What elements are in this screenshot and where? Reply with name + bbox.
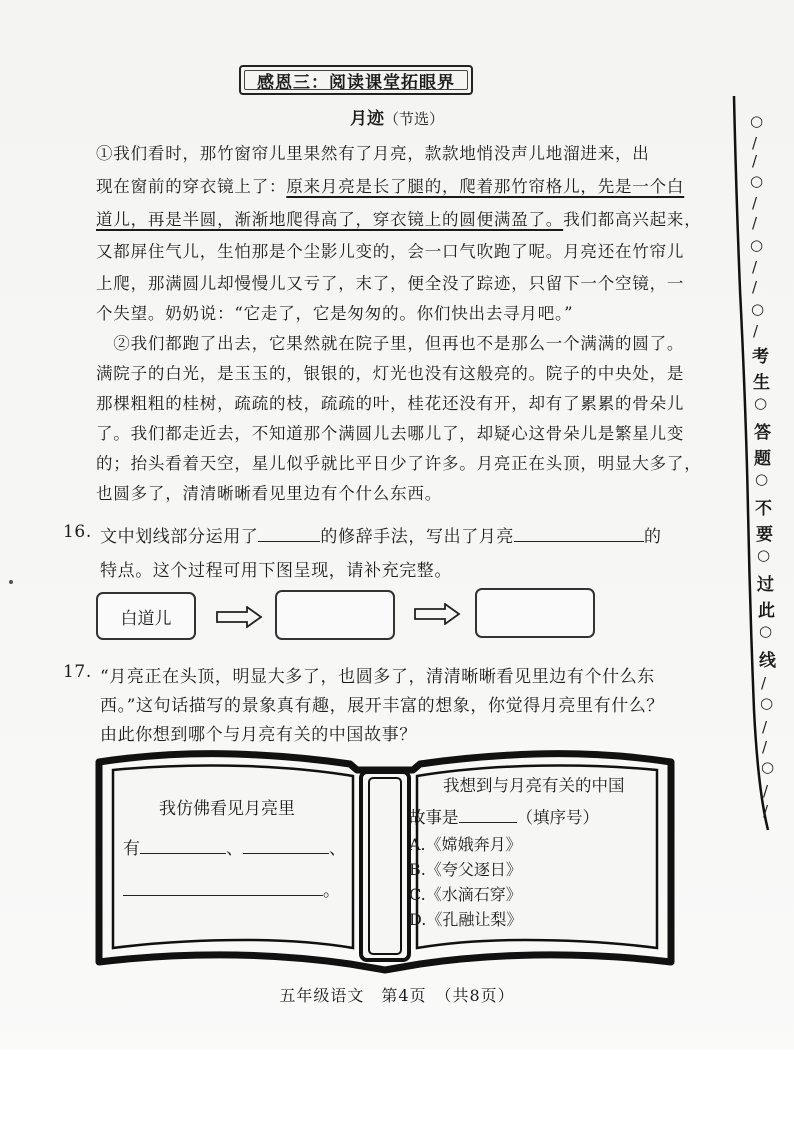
slash-icon: / — [762, 718, 768, 736]
right-page-line1: 我想到与月亮有关的中国 — [443, 776, 625, 795]
q17-number: 17. — [63, 662, 92, 682]
binding-char: 此 — [758, 601, 775, 621]
section-title — [239, 65, 473, 95]
passage-line: 也圆多了，清清晰晰看见里边有个什么东西。 — [96, 484, 442, 503]
option-b: B.《夸父逐日》 — [409, 860, 522, 879]
binding-margin — [728, 90, 794, 850]
option-a: A.《嫦娥奔月》 — [409, 835, 522, 854]
passage-title-text: 月迹 — [349, 109, 384, 129]
flow-box-1-text: 白道儿 — [120, 608, 172, 629]
q17-line3: 由此你想到哪个与月亮有关的中国故事？ — [100, 725, 417, 745]
slash-icon: / — [763, 802, 769, 820]
scan-speck — [9, 580, 13, 584]
passage-line: 了。我们都走近去，不知道那个满圆儿去哪儿了，却疑心这骨朵儿是繁星儿变 — [96, 424, 685, 443]
q16-line2: 特点。这个过程可用下图呈现，请补充完整。 — [100, 561, 452, 581]
passage-line: 现在窗前的穿衣镜上了：原来月亮是长了腿的，爬着那竹帘格儿，先是一个白 — [96, 177, 685, 196]
moon-answer-blank-3[interactable] — [123, 879, 323, 896]
flow-box-3-answer[interactable] — [475, 588, 595, 638]
slash-icon: / — [752, 152, 758, 170]
slash-icon: / — [752, 214, 758, 232]
left-page-line3: 。 — [123, 876, 340, 901]
story-choice-blank[interactable] — [459, 806, 517, 823]
slash-icon: / — [752, 134, 758, 152]
underlined-text: 原来月亮是长了腿的，爬着那竹帘格儿，先是一个白 — [286, 177, 685, 196]
option-c: C.《水滴石穿》 — [409, 885, 522, 904]
circle-icon: ○ — [757, 546, 771, 564]
binding-char: 答 — [754, 423, 771, 443]
circle-icon: ○ — [755, 470, 769, 488]
flow-box-1 — [96, 592, 196, 640]
q17-line1: “月亮正在头顶，明显大多了，也圆多了，清清晰晰看见里边有个什么东 — [100, 667, 655, 687]
section-title-text: 感恩三：阅读课堂拓眼界 — [257, 72, 455, 93]
passage-line: ①我们看时，那竹窗帘儿里果然有了月亮，款款地悄没声儿地溜进来，出 — [96, 144, 650, 163]
slash-icon: / — [763, 782, 769, 800]
binding-char: 过 — [757, 575, 774, 595]
left-page-line2: 有 、 、 — [123, 839, 346, 859]
right-arrow-icon — [215, 606, 263, 628]
circle-icon: ○ — [750, 236, 764, 254]
binding-char: 题 — [754, 449, 771, 469]
q16-number: 16. — [63, 522, 92, 542]
binding-char: 要 — [756, 525, 773, 545]
right-page-line2: 故事是 （填序号） — [409, 808, 599, 827]
slash-icon: / — [752, 278, 758, 296]
flow-box-2-answer[interactable] — [275, 590, 395, 640]
slash-icon: / — [753, 322, 759, 340]
open-book-illustration — [95, 748, 675, 978]
passage-line: 那棵粗粗的桂树，疏疏的枝，疏疏的叶，桂花还没有开，却有了累累的骨朵儿 — [96, 394, 685, 413]
circle-icon: ○ — [761, 758, 775, 776]
moon-answer-blank-1[interactable] — [140, 837, 226, 854]
q16-text: 文中划线部分运用了 的修辞手法，写出了月亮 的 — [100, 527, 662, 547]
passage-line: 个失望。奶奶说：“它走了，它是匆匆的。你们快出去寻月吧。” — [96, 304, 574, 323]
passage-subtitle: （节选） — [383, 110, 444, 128]
slash-icon: / — [752, 258, 758, 276]
circle-icon: ○ — [751, 300, 765, 318]
left-page-line1: 我仿佛看见月亮里 — [159, 799, 295, 819]
passage-line: ②我们都跑了出去，它果然就在院子里，但再也不是那么一个满满的圆了。 — [96, 334, 685, 353]
passage-line: 上爬，那满圆儿却慢慢儿又亏了，末了，便全没了踪迹，只留下一个空镜，一 — [96, 274, 685, 293]
scan-margin — [0, 1050, 794, 1122]
q16-blank-feature[interactable] — [514, 525, 644, 542]
binding-char: 考 — [752, 347, 769, 367]
slash-icon: / — [762, 738, 768, 756]
passage-title — [0, 104, 794, 129]
circle-icon: ○ — [750, 172, 764, 190]
passage-line: 满院子的白光，是玉玉的，银银的，灯光也没有这般亮的。院子的中央处，是 — [96, 364, 685, 383]
moon-answer-blank-2[interactable] — [243, 837, 329, 854]
passage-line: 道儿，再是半圆，渐渐地爬得高了，穿衣镜上的圆便满盈了。我们都高兴起来， — [96, 210, 702, 229]
circle-icon: ○ — [750, 112, 764, 130]
underlined-text: 道儿，再是半圆，渐渐地爬得高了，穿衣镜上的圆便满盈了。 — [96, 210, 564, 229]
circle-icon: ○ — [759, 622, 773, 640]
slash-icon: / — [752, 194, 758, 212]
page-footer: 五年级语文 第4页 （共8页） — [279, 986, 515, 1005]
binding-char: 不 — [755, 499, 772, 519]
circle-icon: ○ — [754, 394, 768, 412]
passage-line: 又都屏住气儿，生怕那是个尘影儿变的，会一口气吹跑了呢。月亮还在竹帘儿 — [96, 242, 685, 261]
circle-icon: ○ — [760, 694, 774, 712]
passage-line: 的；抬头看着天空，星儿似乎就比平日少了许多。月亮正在头顶，明显大多了， — [96, 454, 702, 473]
q16-blank-technique[interactable] — [258, 525, 320, 542]
right-arrow-icon — [413, 603, 461, 625]
binding-char: 生 — [753, 373, 770, 393]
option-d: D.《孔融让梨》 — [409, 910, 523, 929]
slash-icon: / — [761, 674, 767, 692]
q17-line2: 西。”这句话描写的景象真有趣，展开丰富的想象，你觉得月亮里有什么？ — [100, 696, 664, 716]
binding-char: 线 — [759, 651, 776, 671]
